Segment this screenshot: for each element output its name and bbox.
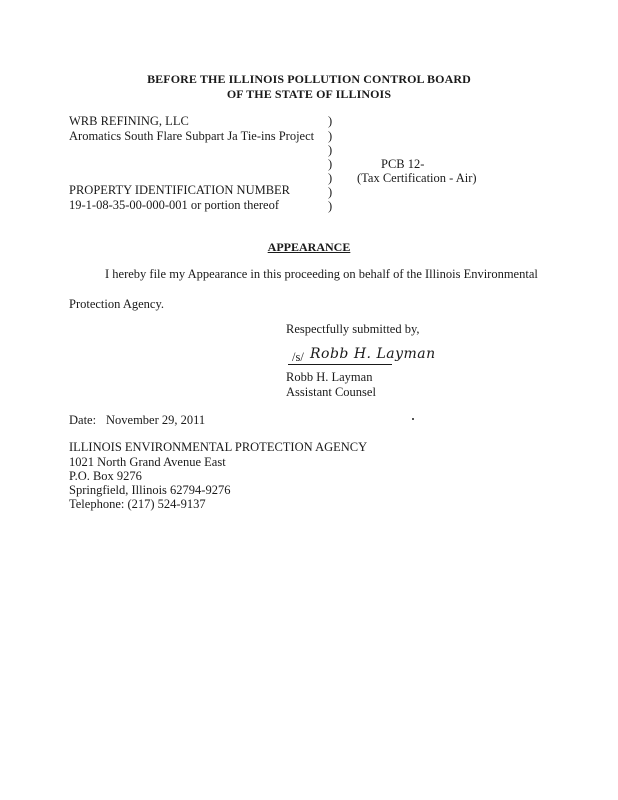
case-number: PCB 12- xyxy=(381,157,425,171)
caption-paren: ) xyxy=(328,114,333,128)
state-heading: OF THE STATE OF ILLINOIS xyxy=(226,87,392,101)
signature-script: Robb H. Layman xyxy=(310,346,436,362)
caption-paren: ) xyxy=(328,129,333,143)
case-type: (Tax Certification - Air) xyxy=(357,171,477,185)
agency-phone: Telephone: (217) 524-9137 xyxy=(69,497,206,511)
signature-prefix: /s/ xyxy=(292,350,304,364)
appearance-body-line1: I hereby file my Appearance in this proceeding on behalf of the Illinois Environmental xyxy=(105,267,538,281)
project-name: Aromatics South Flare Subpart Ja Tie-ins Project xyxy=(69,129,315,143)
appearance-title: APPEARANCE xyxy=(267,240,351,254)
property-id-label: PROPERTY IDENTIFICATION NUMBER xyxy=(69,183,291,197)
scan-speck xyxy=(412,418,414,420)
date-label: Date: xyxy=(69,413,97,427)
caption-paren: ) xyxy=(328,185,333,199)
agency-city: Springfield, Illinois 62794-9276 xyxy=(69,483,231,497)
agency-name: ILLINOIS ENVIRONMENTAL PROTECTION AGENCY xyxy=(69,440,368,454)
party-name: WRB REFINING, LLC xyxy=(69,114,189,128)
caption-paren: ) xyxy=(328,143,333,157)
caption-paren: ) xyxy=(328,199,333,213)
property-id-number: 19-1-08-35-00-000-001 or portion thereof xyxy=(69,198,280,212)
agency-street: 1021 North Grand Avenue East xyxy=(69,455,226,469)
board-heading: BEFORE THE ILLINOIS POLLUTION CONTROL BOARD xyxy=(147,72,471,86)
appearance-body-line2: Protection Agency. xyxy=(69,297,165,311)
closing-text: Respectfully submitted by, xyxy=(286,322,420,336)
signer-title: Assistant Counsel xyxy=(286,385,376,399)
signer-name: Robb H. Layman xyxy=(286,370,373,384)
date-value: November 29, 2011 xyxy=(106,413,206,427)
caption-paren: ) xyxy=(328,157,333,171)
agency-po-box: P.O. Box 9276 xyxy=(69,469,142,483)
caption-paren: ) xyxy=(328,171,333,185)
signature-line xyxy=(288,364,392,365)
